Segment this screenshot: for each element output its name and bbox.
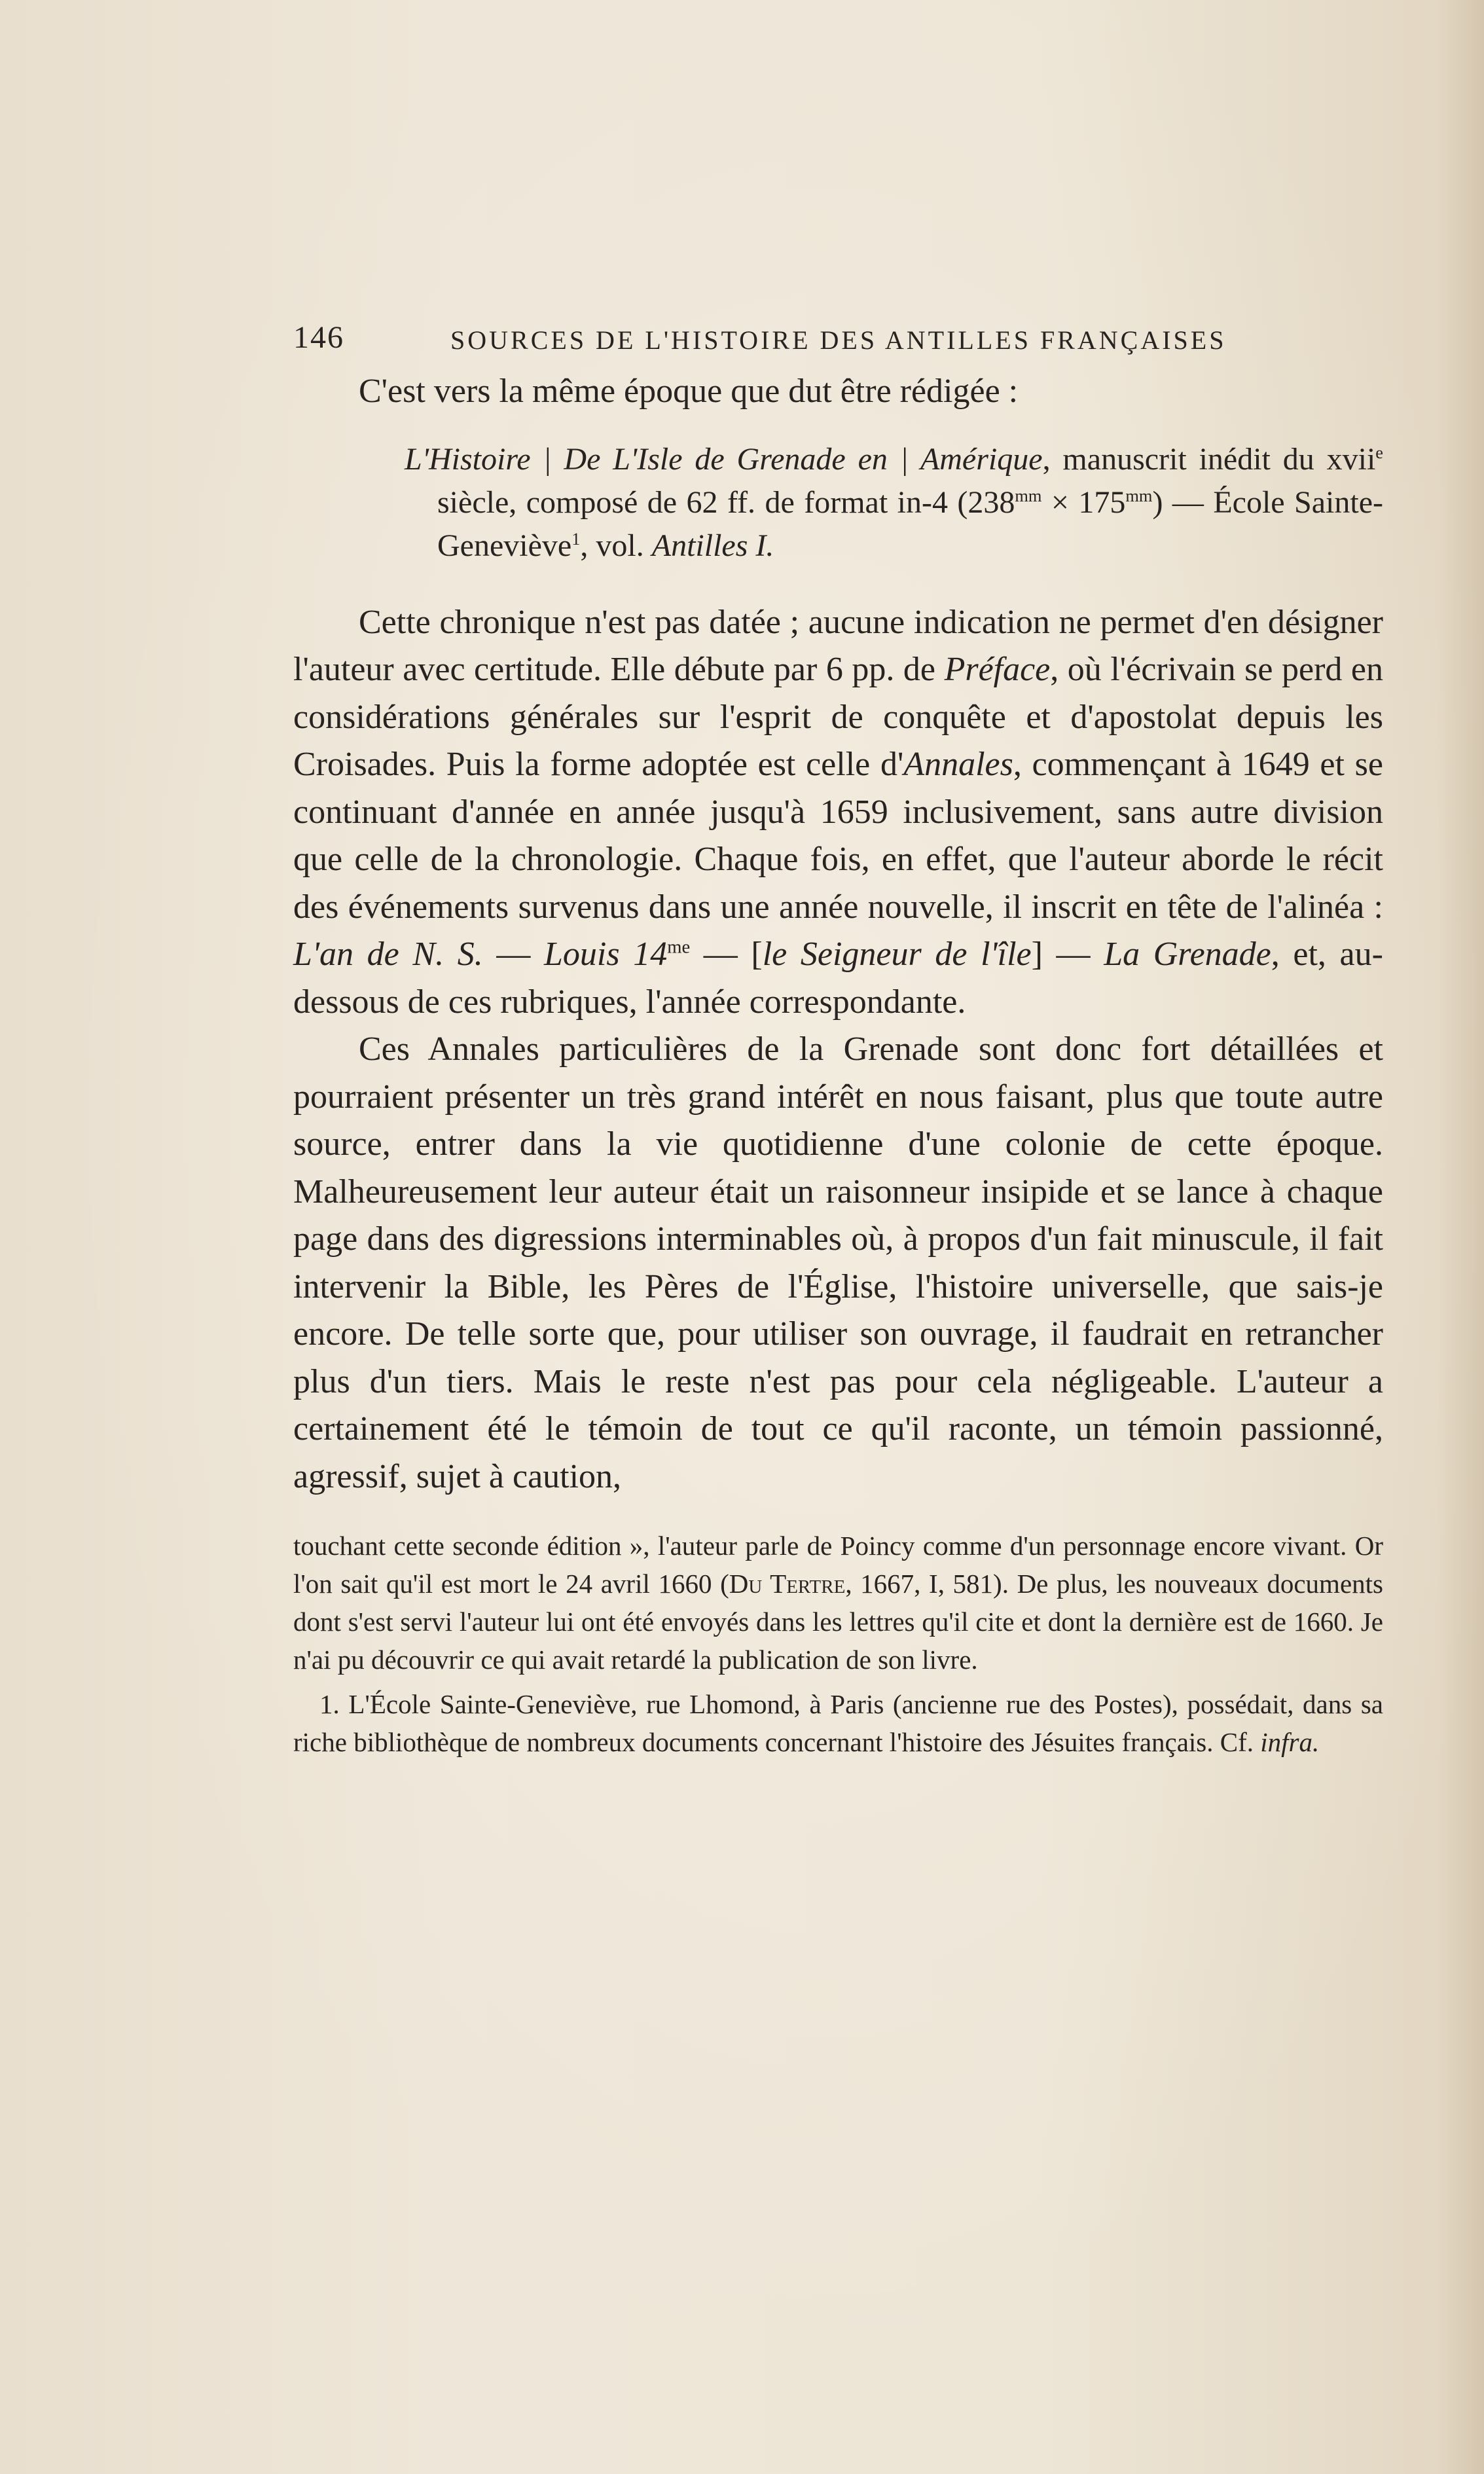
citation-text-b: siècle, composé de 62 ff. de format in-4 (238	[437, 484, 1015, 520]
rubric-separator-1: —	[482, 936, 544, 973]
footnote-1-text: 1. L'École Sainte-Geneviève, rue Lhomond, à Paris (ancienne rue des Postes), possédait, dans sa riche bibliothèque de nombreux documents concernant l'histoire des Jésuites français. Cf.	[293, 1689, 1383, 1757]
rubric-separator-3: ] —	[1031, 936, 1104, 973]
rubric-lord: le Seigneur de l'île	[762, 936, 1032, 973]
footnote-author: Du Tertre	[729, 1569, 846, 1599]
paragraph-1-text-a: Cette chronique n'est pas datée ; aucune indication ne permet d'en désigner l'auteur avec certitude. Elle débute par 6 pp. de	[293, 603, 1383, 688]
manuscript-title: L'Histoire | De L'Isle de Grenade en | Amérique	[405, 441, 1043, 477]
rubric-king: Louis 14	[543, 936, 668, 973]
running-title: SOURCES DE L'HISTOIRE DES ANTILLES FRANÇAISES	[450, 325, 1227, 355]
citation-vol-prefix: , vol.	[580, 528, 652, 563]
citation-text-c: ) — École Sainte-Geneviève	[437, 484, 1383, 563]
paragraph-1-text-d: , et, au-dessous de ces rubriques, l'année correspondante.	[293, 936, 1383, 1021]
footnote-continued	[293, 1527, 1383, 1679]
footnote-continued-text-a: touchant cette seconde édition », l'auteur parle de Poincy comme d'un personnage encore vivant. Or l'on sait qu'il est mort le 24 avril 1660 (	[293, 1531, 1383, 1599]
rubric-island: La Grenade	[1104, 936, 1271, 973]
rubric-year: L'an de N. S.	[293, 936, 483, 973]
unit-mm-1: mm	[1015, 485, 1042, 505]
century-suffix: e	[1375, 442, 1383, 462]
unit-mm-2: mm	[1125, 485, 1153, 505]
citation-times: × 175	[1041, 484, 1126, 520]
footnote-1	[293, 1685, 1383, 1761]
rubric-separator-2: — [	[690, 936, 763, 973]
rubric-king-suffix: me	[667, 937, 691, 958]
intro-sentence: C'est vers la même époque que dut être rédigée :	[359, 373, 1019, 410]
footnote-1-infra: infra.	[1260, 1727, 1320, 1757]
citation-text-a: , manuscrit inédit du xvii	[1042, 441, 1376, 477]
paragraph-1-text-b: , où l'écrivain se perd en considérations générales sur l'esprit de conquête et d'apostolat depuis les Croisades. Puis la forme adoptée est celle d'	[293, 651, 1384, 783]
annales-word: Annales	[903, 746, 1013, 783]
page-content	[293, 319, 1383, 1761]
footnote-continued-text-b: , 1667, I, 581). De plus, les nouveaux documents dont s'est servi l'auteur lui ont été envoyés dans les lettres qu'il cite et dont la dernière est de 1660. Je n'ai pu découvrir ce qui avait retardé la publication de son livre.	[293, 1569, 1383, 1675]
preface-word: Préface	[944, 651, 1051, 688]
paragraph-2: Ces Annales particulières de la Grenade sont donc fort détaillées et pourraient présenter un très grand intérêt en nous faisant, plus que toute autre source, entrer dans la vie quotidienne d'une colonie de cette époque. Malheureusement leur auteur était un raisonneur insipide et se lance à chaque page dans des digressions interminables où, à propos d'un fait minuscule, il fait intervenir la Bible, les Pères de l'Église, l'histoire universelle, que sais-je encore. De telle sorte que, pour utiliser son ouvrage, il faudrait en retrancher plus d'un tiers. Mais le reste n'est pas pour cela négligeable. L'auteur a certainement été le témoin de tout ce qu'il raconte, un témoin passionné, agressif, sujet à caution,	[293, 1030, 1383, 1495]
manuscript-citation	[405, 438, 1383, 568]
footnotes	[293, 1527, 1383, 1761]
running-head	[293, 319, 1383, 365]
page-number: 146	[293, 320, 344, 355]
paragraph-1-text-c: , commençant à 1649 et se continuant d'année en année jusqu'à 1659 inclusivement, sans autre division que celle de la chronologie. Chaque fois, en effet, que l'auteur aborde le récit des événements survenus dans une année nouvelle, il inscrit en tête de l'alinéa :	[293, 746, 1383, 926]
footnote-ref-1: 1	[571, 528, 581, 549]
volume-title: Antilles I.	[651, 528, 774, 563]
paragraph-1	[293, 599, 1383, 1027]
page-edge-shadow	[1438, 0, 1484, 2474]
